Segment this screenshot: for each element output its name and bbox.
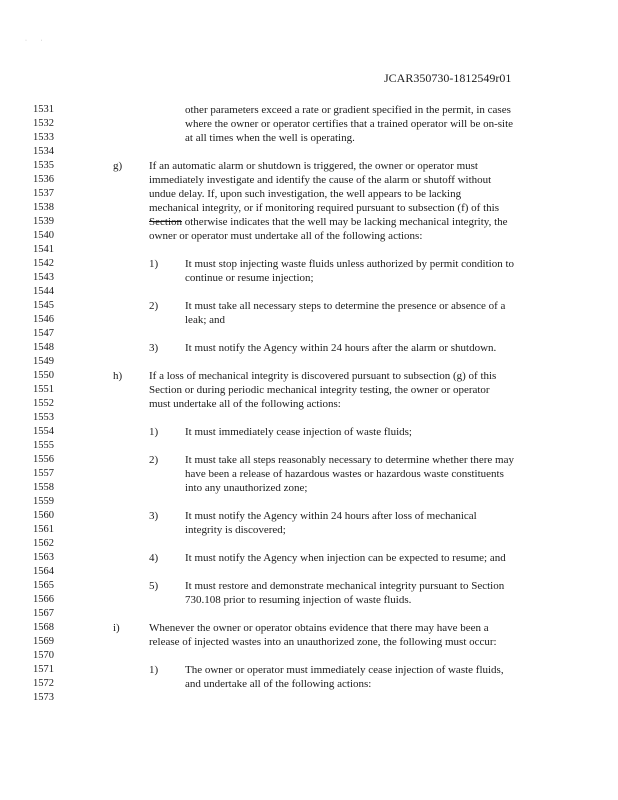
text-line-1542: It must stop injecting waste fluids unless authorized by permit condition to <box>185 258 515 270</box>
text-line-1569: release of injected wastes into an unauthorized zone, the following must occur: <box>149 636 497 648</box>
line-number: 1533 <box>33 132 54 143</box>
line-number: 1551 <box>33 384 54 395</box>
line-number: 1558 <box>33 482 54 493</box>
line-number: 1573 <box>33 692 54 703</box>
text-line-1568: Whenever the owner or operator obtains evidence that there may have been a <box>149 622 489 634</box>
text-line-1565: It must restore and demonstrate mechanical integrity pursuant to Section <box>185 580 505 592</box>
text-line-1538: mechanical integrity, or if monitoring required pursuant to subsection (f) of this <box>149 202 499 214</box>
marker-i-1: 1) <box>149 664 159 676</box>
text-line-1531: other parameters exceed a rate or gradient specified in the permit, in cases <box>185 104 511 116</box>
text-line-1537: undue delay. If, upon such investigation, the well appears to be lacking <box>149 188 462 200</box>
line-number: 1539 <box>33 216 54 227</box>
marker-h-5: 5) <box>149 580 159 592</box>
line-number: 1545 <box>33 300 54 311</box>
marker-i: i) <box>113 622 120 634</box>
text-line-1554: It must immediately cease injection of waste fluids; <box>185 426 412 438</box>
line-number: 1559 <box>33 496 54 507</box>
text-line-1560: It must notify the Agency within 24 hours after loss of mechanical <box>185 510 477 522</box>
scan-specks: · · <box>25 38 43 44</box>
line-number: 1534 <box>33 146 54 157</box>
line-number: 1540 <box>33 230 54 241</box>
line-number: 1544 <box>33 286 54 297</box>
marker-h-3: 3) <box>149 510 159 522</box>
line-number: 1569 <box>33 636 54 647</box>
line-number: 1563 <box>33 552 54 563</box>
line-number: 1557 <box>33 468 54 479</box>
text-line-1546: leak; and <box>185 314 226 326</box>
marker-g-1: 1) <box>149 258 159 270</box>
line-number: 1568 <box>33 622 54 633</box>
line-number: 1560 <box>33 510 54 521</box>
line-number: 1554 <box>33 426 54 437</box>
line-number: 1542 <box>33 258 54 269</box>
line-number: 1543 <box>33 272 54 283</box>
marker-g-2: 2) <box>149 300 159 312</box>
line-number: 1572 <box>33 678 54 689</box>
line-number: 1566 <box>33 594 54 605</box>
line-number: 1561 <box>33 524 54 535</box>
text-line-1540: owner or operator must undertake all of the following actions: <box>149 230 423 242</box>
line-number: 1535 <box>33 160 54 171</box>
marker-g-3: 3) <box>149 342 159 354</box>
text-line-1557: have been a release of hazardous wastes or hazardous waste constituents <box>185 468 504 480</box>
text-line-1552: must undertake all of the following actions: <box>149 398 341 410</box>
text-line-1556: It must take all steps reasonably necessary to determine whether there may <box>185 454 514 466</box>
text-line-1571: The owner or operator must immediately cease injection of waste fluids, <box>185 664 504 676</box>
text-line-1561: integrity is discovered; <box>185 524 286 536</box>
line-number: 1531 <box>33 104 54 115</box>
line-number: 1571 <box>33 664 54 675</box>
line-number: 1564 <box>33 566 54 577</box>
line-number: 1536 <box>33 174 54 185</box>
text-line-1572: and undertake all of the following actions: <box>185 678 372 690</box>
text-line-1533: at all times when the well is operating. <box>185 132 355 144</box>
document-id: JCAR350730-1812549r01 <box>384 71 512 85</box>
line-number: 1550 <box>33 370 54 381</box>
line-number: 1537 <box>33 188 54 199</box>
text-line-1551: Section or during periodic mechanical integrity testing, the owner or operator <box>149 384 490 396</box>
text-line-1535: If an automatic alarm or shutdown is triggered, the owner or operator must <box>149 160 478 172</box>
marker-h: h) <box>113 370 123 382</box>
text-line-1548: It must notify the Agency within 24 hours after the alarm or shutdown. <box>185 342 497 354</box>
marker-h-2: 2) <box>149 454 159 466</box>
line-number: 1547 <box>33 328 54 339</box>
text-line-1563: It must notify the Agency when injection can be expected to resume; and <box>185 552 506 564</box>
line-number: 1541 <box>33 244 54 255</box>
text-line-1532: where the owner or operator certifies that a trained operator will be on-site <box>185 118 514 130</box>
text-line-1558: into any unauthorized zone; <box>185 482 308 494</box>
line-number: 1552 <box>33 398 54 409</box>
text-line-1550: If a loss of mechanical integrity is discovered pursuant to subsection (g) of this <box>149 370 497 382</box>
line-number: 1546 <box>33 314 54 325</box>
line-number: 1538 <box>33 202 54 213</box>
text-line-1545: It must take all necessary steps to determine the presence or absence of a <box>185 300 506 312</box>
line-number: 1556 <box>33 454 54 465</box>
line-number: 1565 <box>33 580 54 591</box>
struck-text: Section <box>149 216 182 228</box>
line-number: 1570 <box>33 650 54 661</box>
line-number: 1555 <box>33 440 54 451</box>
line-number: 1562 <box>33 538 54 549</box>
text-line-1539-rest: otherwise indicates that the well may be lacking mechanical integrity, the <box>182 216 508 228</box>
line-number: 1549 <box>33 356 54 367</box>
line-number: 1567 <box>33 608 54 619</box>
text-line-1543: continue or resume injection; <box>185 272 314 284</box>
line-number: 1548 <box>33 342 54 353</box>
marker-h-1: 1) <box>149 426 159 438</box>
text-line-1566: 730.108 prior to resuming injection of waste fluids. <box>185 594 412 606</box>
line-number: 1553 <box>33 412 54 423</box>
text-line-1536: immediately investigate and identify the cause of the alarm or shutoff without <box>149 174 492 186</box>
line-number: 1532 <box>33 118 54 129</box>
marker-g: g) <box>113 160 123 172</box>
text-line-1539 <box>149 215 508 229</box>
marker-h-4: 4) <box>149 552 159 564</box>
